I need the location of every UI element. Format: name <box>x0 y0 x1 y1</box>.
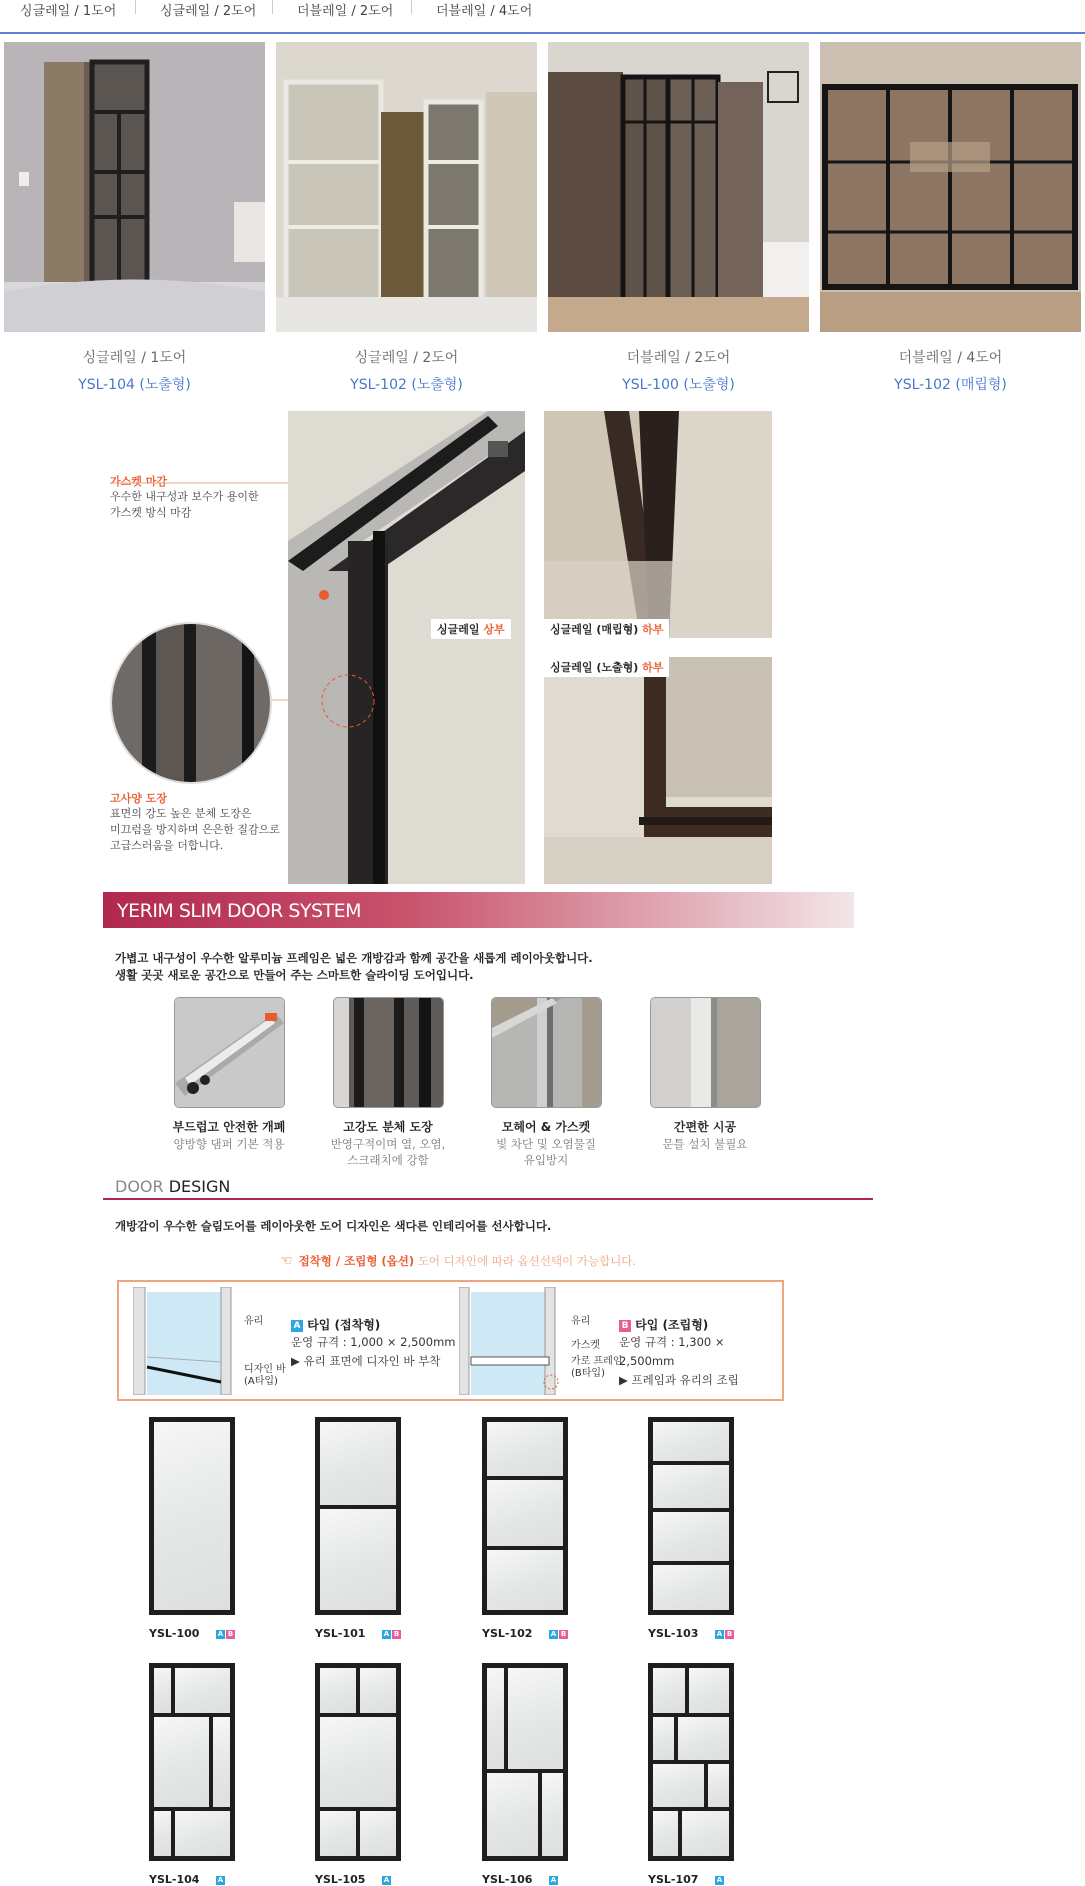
feature-desc <box>630 1136 780 1152</box>
coating-callout-line: 표면의 강도 높은 분체 도장은 <box>110 807 252 820</box>
door-type-badges <box>549 1627 569 1640</box>
door-glass-pane <box>487 1773 538 1856</box>
type-a-bar-label <box>244 1364 286 1388</box>
feature-desc-line: 반영구적이며 열, 오염, <box>330 1137 446 1151</box>
banner-title: YERIM SLIM DOOR SYSTEM <box>117 900 362 922</box>
door-design-ysl-101[interactable] <box>315 1417 401 1615</box>
coating-callout <box>110 790 280 854</box>
door-type-badges <box>382 1873 392 1886</box>
flush-bottom-label-text: 싱글레일 (매립형) <box>550 623 643 636</box>
product-model-caption: YSL-102 (매립형) <box>894 377 1007 393</box>
flush-bottom-label-highlight: 하부 <box>642 623 664 636</box>
feature-install-image <box>650 997 761 1108</box>
door-design-ysl-100[interactable] <box>149 1417 235 1615</box>
door-glass-pane <box>542 1773 563 1856</box>
door-glass-pane <box>154 1422 230 1610</box>
type-b-frame-label-text: 가로 프레임 <box>571 1356 623 1367</box>
door-glass-pane <box>487 1550 563 1610</box>
badge-b-icon: B <box>619 1320 631 1332</box>
feature-title: 부드럽고 안전한 개폐 <box>172 1120 286 1134</box>
feature-desc-line: 유입방지 <box>523 1153 569 1167</box>
door-glass-pane <box>175 1668 230 1713</box>
badge-a-icon: A <box>550 1875 557 1884</box>
door-glass-pane <box>320 1717 396 1807</box>
feature-desc-line: 양방향 댐퍼 기본 적용 <box>173 1137 285 1151</box>
badge-b-icon: B <box>560 1629 567 1638</box>
type-a-info <box>291 1316 455 1371</box>
coating-callout-line: 고급스러움을 더합니다. <box>110 839 224 852</box>
door-type-badges <box>549 1873 559 1886</box>
door-glass-pane <box>320 1668 356 1713</box>
feature-desc <box>154 1136 304 1152</box>
coating-callout-line: 미끄럼을 방지하며 은은한 질감으로 <box>110 823 280 836</box>
option-note-highlight: 접착형 / 조립형 (옵션) <box>298 1254 415 1268</box>
exposed-bottom-label-highlight: 하부 <box>642 661 664 674</box>
type-b-info <box>619 1316 782 1390</box>
door-type-badges <box>216 1873 226 1886</box>
door-design-intro: 개방감이 우수한 슬림도어를 레이아웃한 도어 디자인은 색다른 인테리어를 선사합니다. <box>115 1219 552 1233</box>
top-rail-closeup-photo <box>288 411 525 884</box>
badge-a-icon: A <box>291 1320 303 1332</box>
door-glass-pane <box>360 1811 396 1856</box>
door-type-badges <box>216 1627 236 1640</box>
door-design-heading-bold: DESIGN <box>168 1177 231 1196</box>
feature-coating-image <box>333 997 444 1108</box>
door-type-badges <box>715 1627 735 1640</box>
door-type-badges <box>715 1873 725 1886</box>
gasket-callout-line: 우수한 내구성과 보수가 용이한 <box>110 490 259 503</box>
door-glass-pane <box>653 1811 678 1856</box>
door-glass-pane <box>653 1512 729 1561</box>
badge-a-icon: A <box>716 1875 723 1884</box>
top-rail-label-highlight: 상부 <box>483 623 505 636</box>
feature-title: 간편한 시공 <box>673 1120 737 1134</box>
door-glass-pane <box>154 1668 171 1713</box>
type-b-frame-label-type: (B타입) <box>571 1368 605 1379</box>
gasket-callout-line: 가스켓 방식 마감 <box>110 506 192 519</box>
feature-desc <box>313 1136 463 1168</box>
type-a-title: 타입 (접착형) <box>307 1318 381 1332</box>
type-a-bar-label-type: (A타입) <box>244 1376 278 1387</box>
door-glass-pane <box>154 1717 209 1807</box>
door-type-badges <box>382 1627 402 1640</box>
door-glass-pane <box>653 1422 729 1461</box>
door-model-label: YSL-107 <box>648 1873 699 1886</box>
door-glass-pane <box>708 1764 729 1807</box>
door-design-heading-light: DOOR <box>115 1177 169 1196</box>
door-glass-pane <box>320 1811 356 1856</box>
door-glass-pane <box>487 1668 504 1769</box>
badge-a-icon: A <box>716 1629 723 1638</box>
exposed-bottom-label <box>544 657 669 677</box>
door-glass-pane <box>213 1717 230 1807</box>
door-glass-pane <box>360 1668 396 1713</box>
door-design-ysl-103[interactable] <box>648 1417 734 1615</box>
door-glass-pane <box>653 1717 674 1760</box>
type-a-spec: 운영 규격 : 1,000 × 2,500mm <box>291 1335 456 1349</box>
door-design-ysl-105[interactable] <box>315 1663 401 1861</box>
type-a-bar-label-text: 디자인 바 <box>244 1364 286 1375</box>
feature-desc-line: 문틀 설치 불필요 <box>662 1137 748 1151</box>
product-model-caption: YSL-102 (노출형) <box>350 377 463 393</box>
badge-a-icon: A <box>383 1875 390 1884</box>
type-a-note: ▶ 유리 표면에 디자인 바 부착 <box>291 1354 441 1368</box>
type-b-title: 타입 (조립형) <box>635 1318 709 1332</box>
badge-a-icon: A <box>550 1629 557 1638</box>
badge-a-icon: A <box>217 1629 224 1638</box>
door-model-label: YSL-104 <box>149 1873 200 1886</box>
door-design-heading <box>115 1177 230 1196</box>
door-glass-pane <box>653 1565 729 1610</box>
door-model-label: YSL-100 <box>149 1627 200 1640</box>
type-a-diagram <box>133 1287 237 1395</box>
exposed-bottom-label-text: 싱글레일 (노출형) <box>550 661 643 674</box>
feature-damper-image <box>174 997 285 1108</box>
door-design-divider <box>103 1198 873 1200</box>
door-glass-pane <box>653 1465 729 1508</box>
badge-a-icon: A <box>217 1875 224 1884</box>
gasket-callout-title: 가스켓 마감 <box>110 475 167 488</box>
type-a-glass-label: 유리 <box>244 1316 264 1327</box>
door-design-ysl-102[interactable] <box>482 1417 568 1615</box>
coating-callout-title: 고사양 도장 <box>110 792 167 805</box>
tab-single-1door[interactable]: 싱글레일 / 1도어 <box>20 4 117 19</box>
type-b-gasket-label: 가스켓 <box>571 1340 600 1351</box>
coating-closeup-photo <box>110 622 272 784</box>
door-model-label: YSL-101 <box>315 1627 366 1640</box>
type-b-note: ▶ 프레임과 유리의 조립 <box>619 1373 739 1387</box>
door-design-ysl-104[interactable] <box>149 1663 235 1861</box>
door-glass-pane <box>653 1764 704 1807</box>
product-rail-caption: 더블레일 / 4도어 <box>898 350 1003 366</box>
product-rail-caption: 더블레일 / 2도어 <box>626 350 731 366</box>
door-design-ysl-106[interactable] <box>482 1663 568 1861</box>
badge-b-icon: B <box>393 1629 400 1638</box>
top-rail-label <box>431 619 511 639</box>
tab-double-2door[interactable]: 더블레일 / 2도어 <box>297 4 394 19</box>
door-model-label: YSL-106 <box>482 1873 533 1886</box>
type-b-diagram <box>459 1287 563 1395</box>
feature-title: 고강도 분체 도장 <box>343 1120 433 1134</box>
option-note-text: 도어 디자인에 따라 옵션선택이 가능합니다. <box>414 1254 637 1268</box>
product-rail-caption: 싱글레일 / 1도어 <box>82 350 187 366</box>
badge-b-icon: B <box>227 1629 234 1638</box>
door-glass-pane <box>678 1717 729 1760</box>
door-glass-pane <box>320 1509 396 1610</box>
type-b-glass-label: 유리 <box>571 1316 591 1327</box>
product-model-caption: YSL-104 (노출형) <box>78 377 191 393</box>
option-note <box>280 1253 636 1269</box>
feature-desc-line: 빛 차단 및 오염물질 <box>496 1137 596 1151</box>
door-model-label: YSL-103 <box>648 1627 699 1640</box>
door-glass-pane <box>175 1811 230 1856</box>
feature-mohair-image <box>491 997 602 1108</box>
top-rail-label-text: 싱글레일 <box>437 623 484 636</box>
tab-double-4door[interactable]: 더블레일 / 4도어 <box>436 4 533 19</box>
flush-bottom-label <box>544 619 669 639</box>
feature-desc-line: 스크래치에 강함 <box>347 1153 429 1167</box>
option-type-box <box>117 1280 784 1401</box>
door-model-label: YSL-105 <box>315 1873 366 1886</box>
door-glass-pane <box>508 1668 563 1769</box>
door-glass-pane <box>682 1811 729 1856</box>
product-rail-caption: 싱글레일 / 2도어 <box>354 350 459 366</box>
door-glass-pane <box>154 1811 171 1856</box>
door-glass-pane <box>320 1422 396 1505</box>
intro-line: 가볍고 내구성이 우수한 알루미늄 프레임은 넓은 개방감과 함께 공간을 새롭게 레이아웃합니다. <box>115 951 593 965</box>
product-model-caption: YSL-100 (노출형) <box>622 377 735 393</box>
door-glass-pane <box>653 1668 685 1713</box>
system-banner <box>103 892 854 928</box>
badge-b-icon: B <box>726 1629 733 1638</box>
door-glass-pane <box>689 1668 729 1713</box>
intro-line: 생활 곳곳 새로운 공간으로 만들어 주는 스마트한 슬라이딩 도어입니다. <box>115 968 474 982</box>
feature-title: 모헤어 & 가스켓 <box>501 1120 591 1134</box>
type-b-spec: 운영 규격 : 1,300 × 2,500mm <box>619 1335 725 1368</box>
type-b-frame-label <box>571 1356 622 1380</box>
badge-a-icon: A <box>383 1629 390 1638</box>
door-glass-pane <box>487 1422 563 1476</box>
exposed-bottom-closeup-photo <box>544 657 772 884</box>
hand-icon: ☜ <box>280 1253 293 1269</box>
door-design-ysl-107[interactable] <box>648 1663 734 1861</box>
flush-bottom-closeup-photo <box>544 411 772 638</box>
feature-desc <box>471 1136 621 1168</box>
door-glass-pane <box>487 1480 563 1546</box>
tab-single-2door[interactable]: 싱글레일 / 2도어 <box>160 4 257 19</box>
door-model-label: YSL-102 <box>482 1627 533 1640</box>
